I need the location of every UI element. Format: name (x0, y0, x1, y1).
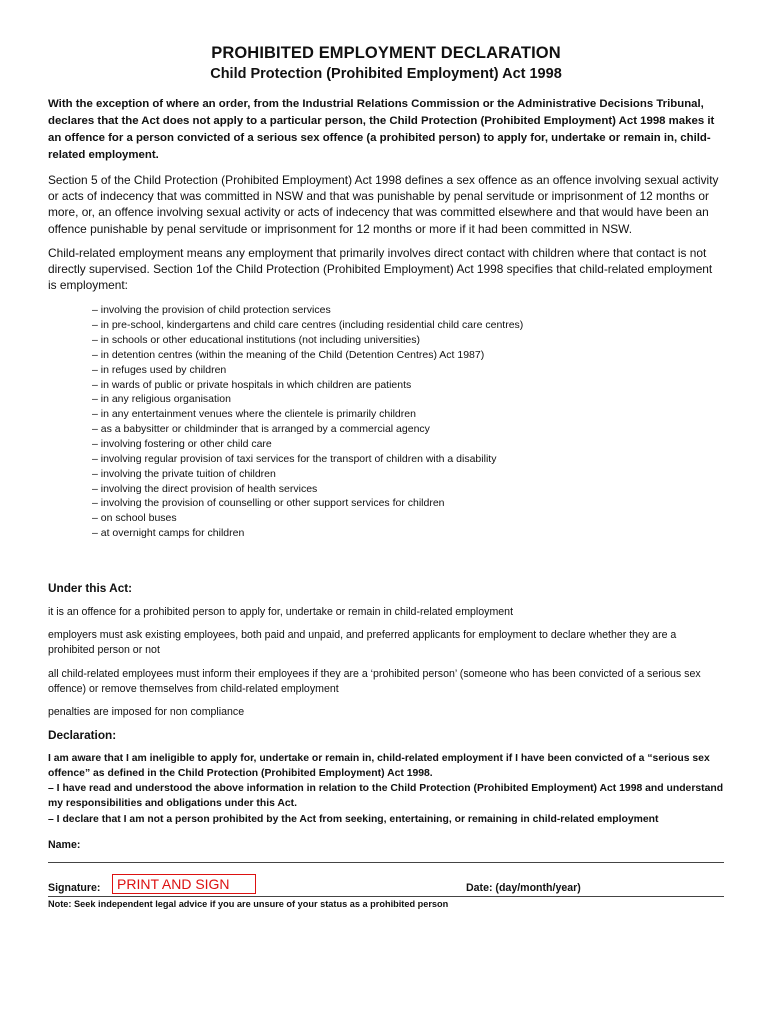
under-act-item: it is an offence for a prohibited person to apply for, undertake or remain in child-related employment (48, 605, 514, 618)
legal-note: Note: Seek independent legal advice if you are unsure of your status as a prohibited person (48, 899, 449, 909)
list-item: – involving the provision of counselling or other support services for children (92, 497, 445, 510)
intro-paragraph: With the exception of where an order, from the Industrial Relations Commission or the Administrative Decisions Tribunal, declares that the Act does not apply to a particular person, the Child Protection (Prohibited Employment) Act 1998 makes it an offence for a person convicted of a serious sex offence (a prohibited person) to apply for, undertake or remain in, child-related employment. (48, 98, 715, 161)
list-item: – involving the provision of child protection services (92, 304, 331, 317)
child-related-paragraph: Child-related employment means any employment that primarily involves direct contact with children where that contact is not directly supervised. Section 1of the Child Protection (Prohibited Employment) Act 1998 specifies that child-related employment is employment: (48, 245, 713, 293)
list-item: – involving the private tuition of children (92, 467, 276, 480)
under-act-item: penalties are imposed for non compliance (48, 705, 245, 718)
list-item: – in any entertainment venues where the clientele is primarily children (92, 408, 416, 421)
date-label: Date: (day/month/year) (466, 882, 581, 894)
list-item: – in any religious organisation (92, 393, 231, 406)
declaration-heading: Declaration: (48, 728, 117, 743)
list-item: – on school buses (92, 512, 177, 525)
employment-list (92, 303, 724, 541)
page-subtitle: Child Protection (Prohibited Employment) Act 1998 (210, 66, 562, 82)
list-item: – in wards of public or private hospitals in which children are patients (92, 378, 412, 391)
declaration-line: – I have read and understood the above information in relation to the Child Protection (Prohibited Employment) Act 1998 and understand my responsibilities and obligations under this Act. (48, 783, 724, 810)
name-label: Name: (48, 838, 81, 851)
list-item: – involving the direct provision of health services (92, 482, 318, 495)
print-and-sign-field[interactable]: PRINT AND SIGN (112, 874, 256, 894)
list-item: – as a babysitter or childminder that is arranged by a commercial agency (92, 423, 430, 436)
section5-paragraph: Section 5 of the Child Protection (Prohibited Employment) Act 1998 defines a sex offence as an offence involving sexual activity or acts of indecency that was committed in NSW and that was punishable by penal servitude or imprisonment of 12 months or more, or, an offence involving sexual activity or acts of indecency that was committed elsewhere and that would have been an offence punishable by penal servitude or imprisonment for 12 months or more if it had been committed in NSW. (48, 173, 719, 236)
name-underline (48, 862, 724, 863)
under-act-item: employers must ask existing employees, both paid and unpaid, and preferred applicants for employment to declare whether they are a prohibited person or not (48, 629, 677, 657)
declaration-line: – I declare that I am not a person prohibited by the Act from seeking, entertaining, or remaining in child-related employment (48, 813, 659, 825)
signature-underline (48, 896, 724, 897)
page-title: PROHIBITED EMPLOYMENT DECLARATION (211, 44, 561, 62)
list-item: – at overnight camps for children (92, 527, 245, 540)
list-item: – in refuges used by children (92, 363, 227, 376)
declaration-line: I am aware that I am ineligible to apply for, undertake or remain in, child-related employment if I have been convicted of a “serious sex offence” as defined in the Child Protection (Prohibited Employment) Act 1998. (48, 753, 710, 780)
under-act-heading: Under this Act: (48, 580, 133, 595)
list-item: – in pre-school, kindergartens and child care centres (including residential child care centres) (92, 319, 524, 332)
declaration-text (48, 751, 724, 826)
list-item: – in schools or other educational institutions (not including universities) (92, 334, 421, 347)
list-item: – involving regular provision of taxi services for the transport of children with a disability (92, 452, 497, 465)
list-item: – involving fostering or other child care (92, 438, 272, 451)
name-field[interactable] (48, 839, 724, 859)
signature-label: Signature: (48, 882, 101, 894)
list-item: – in detention centres (within the meaning of the Child (Detention Centres) Act 1987) (92, 348, 485, 361)
document-page (48, 44, 724, 909)
under-act-item: all child-related employees must inform their employees if they are a ‘prohibited person’ (someone who has been convicted of a serious sex offence) or remove themselves from child-related employment (48, 667, 701, 695)
signature-row (48, 874, 724, 898)
